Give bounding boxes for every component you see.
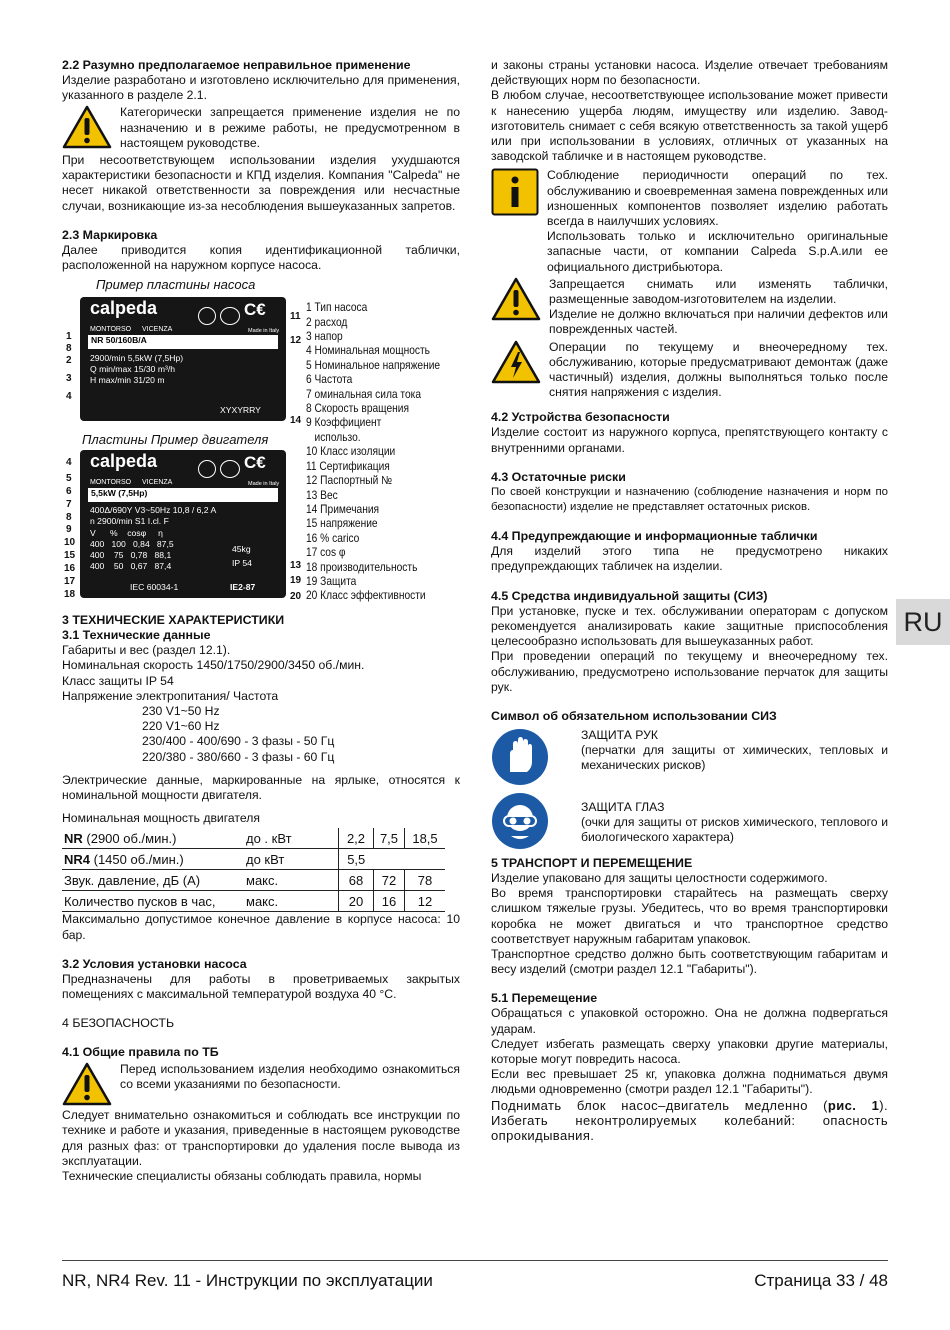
plate2-montorso: MONTORSO [90, 479, 132, 487]
ce-mark-icon: C€ [244, 300, 266, 320]
legend-item: 16 % carico [306, 531, 360, 545]
calpeda-logo-2: calpeda [90, 451, 158, 472]
legend-item: 7 оминальная сила тока [306, 387, 422, 401]
warning-triangle-icon [62, 1062, 112, 1106]
section-5-text-2: Во время транспортировки старайтесь на размещать сверху слишком тяжелые грузы. Убедитесь, что во время транспортировки коробка не может двигаться и что транспортное средство соответствует наружным габаритам упаковок. [491, 886, 888, 946]
power-table [62, 828, 445, 912]
legend-item: 13 Вес [306, 488, 338, 502]
electrical-warning-text: Операции по текущему и внеочередному тех. обслуживанию, которые предусматривают демонтаж (даже частичный) изделия, должны выполняться только после снятия напряжения с изделия. [549, 339, 888, 400]
table-cell [405, 849, 446, 870]
info-icon [491, 168, 539, 216]
table-cell: (1450 об./мин.) [90, 851, 184, 867]
plate-model: NR 50/160B/A [91, 335, 147, 346]
legend-item: 4 Номинальная мощность [306, 344, 430, 358]
electrical-data-text: Электрические данные, маркированные на ярлыке, относятся к номинальной мощности двигателя. [62, 772, 460, 803]
right-column [491, 58, 888, 1143]
tech-line-1: Габариты и вес (раздел 12.1). [62, 643, 231, 658]
footer-page-number: Страница 33 / 48 [754, 1271, 888, 1290]
table-cell: 72 [374, 870, 405, 891]
ppe-title: Символ об обязательном использовании СИЗ [491, 708, 777, 723]
section-4-1-title: 4.1 Общие правила по ТБ [62, 1045, 219, 1060]
motor-plate-caption: Пластины Пример двигателя [82, 432, 269, 448]
legend-item: 17 cos φ [306, 546, 346, 560]
table-cell: до . кВт [244, 828, 339, 849]
voltage-line: 230/400 - 400/690 - 3 фазы - 50 Гц [142, 734, 335, 749]
plate-vicenza: VICENZA [142, 326, 173, 334]
table-cell: (2900 об./мин.) [82, 830, 177, 846]
ce-mark-icon-2: C€ [244, 453, 266, 473]
pump-plate-caption: Пример пластины насоса [96, 277, 256, 293]
electrical-warning-block [491, 340, 888, 401]
table-cell: 2,2 [339, 828, 374, 849]
plate-line-3: H max/min 31/20 m [90, 375, 165, 386]
table-cell: Звук. давление, дБ (A) [62, 870, 244, 891]
ppe-eyes-title: ЗАЩИТА ГЛАЗ [581, 799, 665, 814]
legend-item: 15 напряжение [306, 517, 378, 531]
warning-block [62, 105, 460, 151]
table-cell: Количество пусков в час, [62, 891, 244, 912]
plate-legend [306, 301, 440, 604]
section-4-4-text: Для изделий этого типа не предусмотрено никаких предупреждающих табличек на изделии. [491, 544, 888, 574]
table-cell: NR4 [64, 851, 91, 867]
section-4-2-text: Изделие состоит из наружного корпуса, препятствующего контакту с внутренними органами. [491, 425, 888, 455]
legend-item: 3 напор [306, 330, 343, 344]
section-2-3-text: Далее приводится копия идентификационной таблички, расположенной на наружном корпусе насоса. [62, 242, 460, 273]
voltage-line: 230 V1~50 Hz [142, 704, 220, 719]
plate2-made-in-italy: Made in Italy [248, 481, 280, 488]
legend-item: 18 производительность [306, 560, 418, 574]
table-row [62, 828, 445, 849]
section-5-1-text-3: Если вес превышает 25 кг, упаковка должна подниматься двумя людьми одновременно (смотри раздел 12.1 "Габариты"). [491, 1067, 888, 1097]
section-3-2-text: Предназначены для работы в проветриваемых закрытых помещениях с максимальной температурой воздуха 40 °C. [62, 971, 460, 1002]
table-cell: 7,5 [374, 828, 405, 849]
figure-ref-link[interactable]: рис. 1 [827, 1097, 880, 1113]
gloves-icon [491, 728, 549, 786]
legend-item: 6 Частота [306, 373, 353, 387]
language-tab: RU [896, 599, 950, 645]
section-2-2-text: Изделие разработано и изготовлено исключительно для применения, указанного в разделе 2.1. [62, 73, 460, 103]
goggles-icon [491, 792, 549, 850]
section-2-2-title: 2.2 Разумно предполагаемое неправильное применение [62, 58, 411, 72]
ppe-hands-desc: (перчатки для защиты от химических, тепловых и механических рисков) [581, 743, 888, 773]
plate-made-in-italy: Made in Italy [248, 328, 280, 335]
info-block [491, 168, 888, 274]
warning-text-3: Запрещается снимать или изменять таблички, размещенные заводом-изготовителем на изделии. [549, 276, 888, 307]
table-cell: макс. [244, 891, 339, 912]
tech-line-4: Напряжение электропитания/ Частота [62, 688, 279, 703]
legend-item: 12 Паспортный № [306, 474, 393, 488]
section-4-1-text: Следует внимательно ознакомиться и соблюдать все инструкции по технике и работе и указания, приведенные в настоящем руководстве для разных фаз: от транспортировки до удаления после вывода из эксплуатации. [62, 1108, 460, 1168]
certification-icon-2 [220, 460, 240, 478]
warning-triangle-icon [491, 277, 541, 321]
plate2-vicenza: VICENZA [142, 479, 173, 487]
warning-block-2 [62, 1062, 460, 1106]
footer-document-title: NR, NR4 Rev. 11 - Инструкции по эксплуатации [62, 1271, 433, 1290]
legend-item: 9 Коэффициент [306, 416, 382, 430]
section-5-1-title: 5.1 Перемещение [491, 991, 598, 1006]
electrical-hazard-icon [491, 340, 541, 384]
ppe-eyes [491, 792, 888, 850]
warning-triangle-icon [62, 105, 112, 149]
section-5-text-1: Изделие упаковано для защиты целостности содержимого. [491, 870, 828, 885]
table-row [62, 870, 445, 891]
legend-item: 11 Сертификация [306, 459, 390, 473]
left-column [62, 58, 460, 1184]
table-cell: NR [64, 830, 83, 846]
info-text-1: Соблюдение периодичности операций по тех. обслуживанию и своевременная замена поврежденных или изношенных компонентов позволяет изделию работать всегда в наилучших условиях. [547, 168, 888, 229]
voltage-line: 220 V1~60 Hz [142, 719, 220, 734]
legend-item: 1 Тип насоса [306, 301, 368, 315]
max-pressure-text: Максимально допустимое конечное давление в корпусе насоса: 10 бар. [62, 912, 460, 942]
legend-item: 10 Класс изоляции [306, 445, 396, 459]
plate2-serial: 0705158995 [212, 491, 257, 501]
section-4-5-text: При установке, пуске и тех. обслуживании операторам с допуском рекомендуется анализировать какие защитные приспособления целесообразно использовать для вышеуказанных работ. [491, 603, 888, 649]
plate-date: XYXYRRY [220, 405, 261, 416]
power-table-caption: Номинальная мощность двигателя [62, 811, 260, 826]
footer-divider [62, 1260, 888, 1261]
tech-line-2: Номинальная скорость 1450/1750/2900/3450 об./мин. [62, 658, 365, 673]
table-cell: 20 [339, 891, 374, 912]
ground-icon-2 [198, 460, 216, 478]
plate2-line-1: 400Δ/690Y V3~50Hz 10,8 / 6,2 A [90, 505, 217, 516]
legend-item: 14 Примечания [306, 502, 380, 516]
legend-item: 8 Скорость вращения [306, 402, 409, 416]
section-2-2-text-2: При несоответствующем использовании изделия ухудшаются характеристики безопасности и КПД изделия. Компания "Calpeda" не несет никакой ответственности за повреждения или несчастные случаи, возникающие из-за несоблюдения вышеуказанных запретов. [62, 153, 460, 213]
section-4-5-title: 4.5 Средства индивидуальной защиты (СИЗ) [491, 588, 768, 603]
section-5-text-3: Транспортное средство должно быть соответствующим габаритам и весу изделий (смотри раздел 12.1 "Габариты"). [491, 946, 888, 977]
plate2-line-2: n 2900/min S1 I.cl. F [90, 516, 169, 527]
ppe-hands-title: ЗАЩИТА РУК [581, 727, 658, 742]
plate2-row-2: 400 75 0,78 88,1 [90, 550, 172, 561]
table-cell: 5,5 [339, 849, 374, 870]
plate2-power: 5,5kW (7,5Hp) [91, 488, 148, 499]
tech-line-3: Класс защиты IP 54 [62, 673, 174, 688]
section-5-title: 5 ТРАНСПОРТ И ПЕРЕМЕЩЕНИЕ [491, 855, 693, 870]
section-5-1-text-4 [491, 1098, 888, 1144]
table-cell: 16 [374, 891, 405, 912]
nameplate-figure: Пример пластины насоса calpeda MONTORSO VICENZA C€ Made in Italy NR 50/160B/A 0705158995 2900/min 5,5kW (7,5Hp) Q min/max 15/30 m³/h H max/min 31/20 m XYXYRRY 1 8 2 3 4 11 12 14 Пластины Пример двигателя calpeda MONTORSO VICENZA C€ Made in Italy 5,5kW (7,5Hp) 0705158995 400Δ/690Y V3~50Hz 10,8 / 6,2 A n 2900/min S1 I.cl. F V % cosφ η 400 100 0,84 87,5 400 75 0,78 88,1 400 50 0,67 87,4 45kg IP 54 IEC 60034-1 IE2-87 4 5 6 7 8 9 10 15 16 17 18 13 19 20 1 Тип насоса 2 расход 3 напор 4 Номинальная мощность 5 Номинальное напряжение 6 Частота 7 оминальная сила тока 8 Скорость вращения 9 Коэффициент использо. 10 Класс изоляции 11 Сертификация 12 Паспортный № 13 Вес 14 Примечания 15 напряжение 16 % carico 17 cos φ 18 производительность 19 Защита 20 Класс эффективности [64, 277, 441, 603]
voltage-line: 220/380 - 380/660 - 3 фазы - 60 Гц [142, 749, 335, 764]
continued-text: и законы страны установки насоса. Изделие отвечает требованиям действующих норм по безопасности. [491, 58, 888, 88]
ppe-eyes-desc: (очки для защиты от рисков химического, теплового и биологического характера) [581, 815, 888, 845]
motor-nameplate [80, 450, 286, 598]
section-5-1-text-2: Следует избегать размещать сверху упаковки другие материалы, которые могут повредить насоса. [491, 1036, 888, 1066]
section-4-3-text: По своей конструкции и назначению (соблюдение назначения и норм по безопасности) изделие не представляет остаточных рисков. [491, 485, 888, 514]
legend-item: 19 Защита [306, 574, 357, 588]
table-cell: до кВт [244, 849, 339, 870]
warning-text-2: Перед использованием изделия необходимо ознакомиться со всеми указаниями по безопасности. [120, 1062, 460, 1092]
plate2-iec: IEC 60034-1 [130, 582, 179, 593]
section-5-1-text-1: Обращаться с упаковкой осторожно. Она не должна подвергаться ударам. [491, 1006, 888, 1036]
table-row [62, 891, 445, 912]
ppe-hands [491, 728, 888, 786]
liability-text: В любом случае, несоответствующее использование может привести к нанесению ущерба людям, имуществу или изделию. Завод-изготовитель снимает с себя всякую ответственность за такой ущерб или при использовании в условиях, отличных от указанных на заводской табличке и в настоящем руководстве. [491, 88, 888, 164]
warning-text-4: Изделие не должно включаться при наличии дефектов или поврежденных частей. [549, 307, 888, 337]
lift-text-a: Поднимать блок насос–двигатель медленно ( [491, 1097, 828, 1113]
table-cell: 78 [405, 870, 446, 891]
ground-icon [198, 307, 216, 325]
legend-item: использо. [306, 430, 361, 444]
plate2-ip: IP 54 [232, 558, 252, 569]
plate2-table-header: V % cosφ η [90, 528, 163, 539]
section-4-3-title: 4.3 Остаточные риски [491, 469, 626, 484]
section-2-3-title: 2.3 Маркировка [62, 227, 158, 242]
info-text-2: Использовать только и исключительно оригинальные запасные части, от компании Calpeda S.p.A.или ее официального дистрибьютора. [547, 229, 888, 274]
section-3-title: 3 ТЕХНИЧЕСКИЕ ХАРАКТЕРИСТИКИ [62, 613, 285, 628]
plate2-row-1: 400 100 0,84 87,5 [90, 539, 174, 550]
certification-icon [220, 307, 240, 325]
section-4-2-title: 4.2 Устройства безопасности [491, 410, 670, 425]
section-4-5-text-2: При проведении операций по текущему и внеочередному тех. обслуживанию, предусмотрено использование перчаток для защиты рук. [491, 649, 888, 694]
plate-line-1: 2900/min 5,5kW (7,5Hp) [90, 353, 184, 364]
table-cell: 68 [339, 870, 374, 891]
calpeda-logo: calpeda [90, 298, 158, 319]
table-row [62, 849, 445, 870]
section-4-1-text-2: Технические специалисты обязаны соблюдать правила, нормы [62, 1169, 422, 1184]
plate-montorso: MONTORSO [90, 326, 132, 334]
plate2-ie: IE2-87 [230, 582, 256, 593]
pump-nameplate [80, 297, 286, 421]
lift-text-c: ). Избегать неконтролируемых колебаний: опасность опрокидывания. [491, 1097, 888, 1143]
warning-text: Категорически запрещается применение изделия не по назначению и в режиме работы, не предусмотренном в настоящем руководстве. [120, 105, 460, 150]
legend-item: 5 Номинальное напряжение [306, 358, 441, 372]
table-cell: макс. [244, 870, 339, 891]
table-cell [374, 849, 405, 870]
plate2-row-3: 400 50 0,67 87,4 [90, 561, 172, 572]
plate-serial: 0705158995 [212, 338, 257, 348]
legend-item: 20 Класс эффективности [306, 589, 426, 603]
section-3-1-title: 3.1 Технические данные [62, 628, 211, 643]
legend-item: 2 расход [306, 315, 348, 329]
section-4-title: 4 БЕЗОПАСНОСТЬ [62, 1016, 175, 1031]
plate2-weight: 45kg [232, 544, 251, 555]
plate-line-2: Q min/max 15/30 m³/h [90, 364, 176, 375]
section-3-2-title: 3.2 Условия установки насоса [62, 956, 247, 971]
warning-block-3 [491, 277, 888, 338]
table-cell: 12 [405, 891, 446, 912]
section-4-4-title: 4.4 Предупреждающие и информационные таблички [491, 529, 818, 544]
table-cell: 18,5 [405, 828, 446, 849]
